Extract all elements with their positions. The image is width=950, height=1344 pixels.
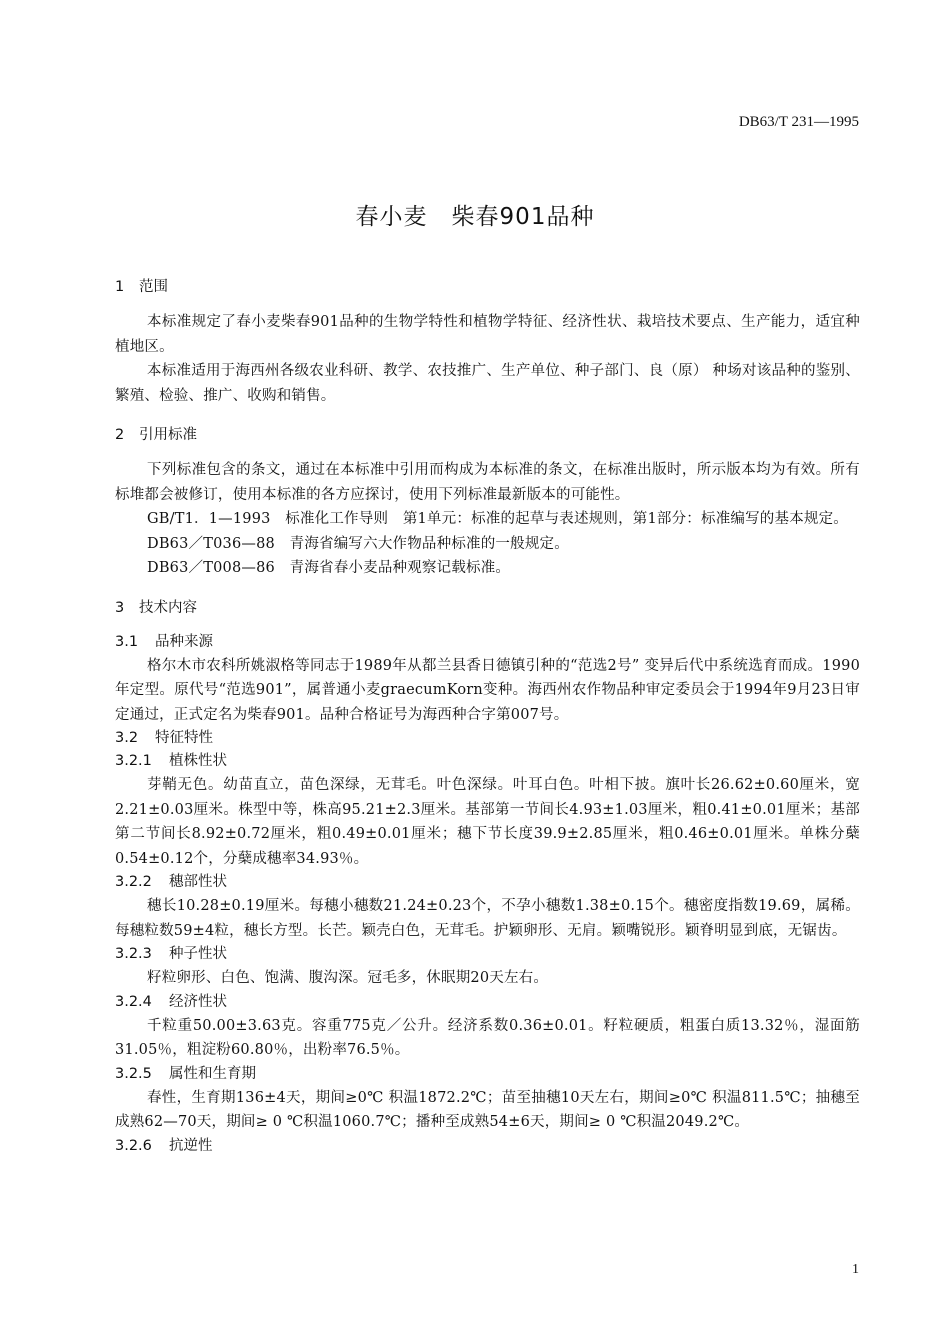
section-3-2-1-heading <box>115 750 860 773</box>
document-body <box>115 274 860 1158</box>
section-number: 3.1 <box>115 633 139 650</box>
section-title: 属性和生育期 <box>169 1065 256 1082</box>
paragraph: GB/T1．1—1993 标准化工作导则 第1单元：标准的起草与表述规则，第1部分：标准编写的基本规定。 <box>147 511 848 527</box>
section-3-2-5-heading <box>115 1063 860 1086</box>
section-number: 3.2.2 <box>115 874 152 890</box>
section-title: 种子性状 <box>169 946 227 962</box>
section-number: 3.2 <box>115 730 139 746</box>
section-number: 3.2.3 <box>115 946 152 962</box>
section-number: 3.2.5 <box>115 1065 152 1082</box>
document-code: DB63/T 231—1995 <box>738 114 859 130</box>
section-title: 植株性状 <box>169 753 227 769</box>
paragraph: 下列标准包含的条文，通过在本标准中引用而构成为本标准的条文，在标准出版时，所示版本均为有效。所有标堆都会被修订，使用本标准的各方应探讨，使用下列标准最新版本的可能性。 <box>115 462 860 503</box>
paragraph: DB63／T036—88 青海省编写六大作物品种标准的一般规定。 <box>147 535 569 552</box>
section-3-2-4-heading <box>115 991 860 1014</box>
section-title: 经济性状 <box>169 993 227 1010</box>
section-3-2-2-heading <box>115 871 860 894</box>
section-number: 3.2.6 <box>115 1137 152 1154</box>
paragraph: 籽粒卵形、白色、饱满、腹沟深。冠毛多，休眠期20天左右。 <box>147 970 549 986</box>
section-3-2-6-heading <box>115 1135 860 1158</box>
section-3-1-heading <box>115 631 860 654</box>
document-title: 春小麦 柴春901品种 <box>355 204 595 230</box>
section-title: 范围 <box>139 279 168 295</box>
section-title: 技术内容 <box>139 599 197 616</box>
paragraph: 芽鞘无色。幼苗直立，苗色深绿，无茸毛。叶色深绿。叶耳白色。叶相下披。旗叶长26.62±0.60厘米，宽2.21±0.03厘米。株型中等，株高95.21±2.3厘米。基部第一节间长4.93±1.03厘米，粗0.41±0.01厘米；基部第二节间长8.92±0.72厘米，粗0.49±0.01厘米；穗下节长度39.9±2.85厘米，粗0.46±0.01厘米。单株分蘖0.54±0.12个，分蘖成穗率34.93％。 <box>115 777 860 867</box>
section-3-2-3-heading <box>115 943 860 966</box>
paragraph: 春性，生育期136±4天，期间≥0℃ 积温1872.2℃；苗至抽穗10天左右，期间≥0℃ 积温811.5℃；抽穗至成熟62—70天，期间≥ 0 ℃积温1060.7℃；播种至成熟54±6天，期间≥ 0 ℃积温2049.2℃。 <box>115 1089 860 1130</box>
paragraph: 格尔木市农科所姚淑格等同志于1989年从都兰县香日德镇引种的“范选2号” 变异后代中系统选育而成。1990年定型。原代号“范选901”，属普通小麦graecumKorn变种。海西州农作物品种审定委员会于1994年9月23日审定通过，正式定名为柴春901。品种合格证号为海西种合字第007号。 <box>115 657 860 723</box>
section-1-heading <box>115 274 860 300</box>
paragraph: 穗长10.28±0.19厘米。每穗小穗数21.24±0.23个，不孕小穗数1.38±0.15个。穗密度指数19.69，属稀。每穗粒数59±4粒，穗长方型。长芒。颖壳白色，无茸毛。护颖卵形、无肩。颖嘴锐形。颖脊明显到底，无锯齿。 <box>115 898 860 939</box>
section-title: 特征特性 <box>155 730 213 746</box>
paragraph: 千粒重50.00±3.63克。容重775克／公升。经济系数0.36±0.01。籽粒硬质，粗蛋白质13.32％，湿面筋31.05％，粗淀粉60.80％，出粉率76.5％。 <box>115 1017 860 1058</box>
section-title: 引用标准 <box>139 427 197 443</box>
paragraph: 本标准规定了春小麦柴春901品种的生物学特性和植物学特征、经济性状、栽培技术要点、生产能力，适宜种植地区。 <box>115 314 860 355</box>
section-2-heading <box>115 422 860 448</box>
section-3-2-heading <box>115 727 860 750</box>
page-number: 1 <box>852 1262 859 1277</box>
section-number: 2 <box>115 427 125 443</box>
section-3-heading <box>115 595 860 621</box>
section-number: 3.2.1 <box>115 753 152 769</box>
section-title: 品种来源 <box>155 633 213 650</box>
section-title: 抗逆性 <box>169 1137 213 1154</box>
section-number: 3.2.4 <box>115 993 152 1010</box>
section-number: 1 <box>115 279 125 295</box>
paragraph: DB63／T008—86 青海省春小麦品种观察记载标准。 <box>147 560 511 576</box>
section-number: 3 <box>115 599 125 616</box>
section-title: 穗部性状 <box>169 874 227 890</box>
paragraph: 本标准适用于海西州各级农业科研、教学、农技推广、生产单位、种子部门、良（原） 种场对该品种的鉴别、繁殖、检验、推广、收购和销售。 <box>115 363 860 404</box>
